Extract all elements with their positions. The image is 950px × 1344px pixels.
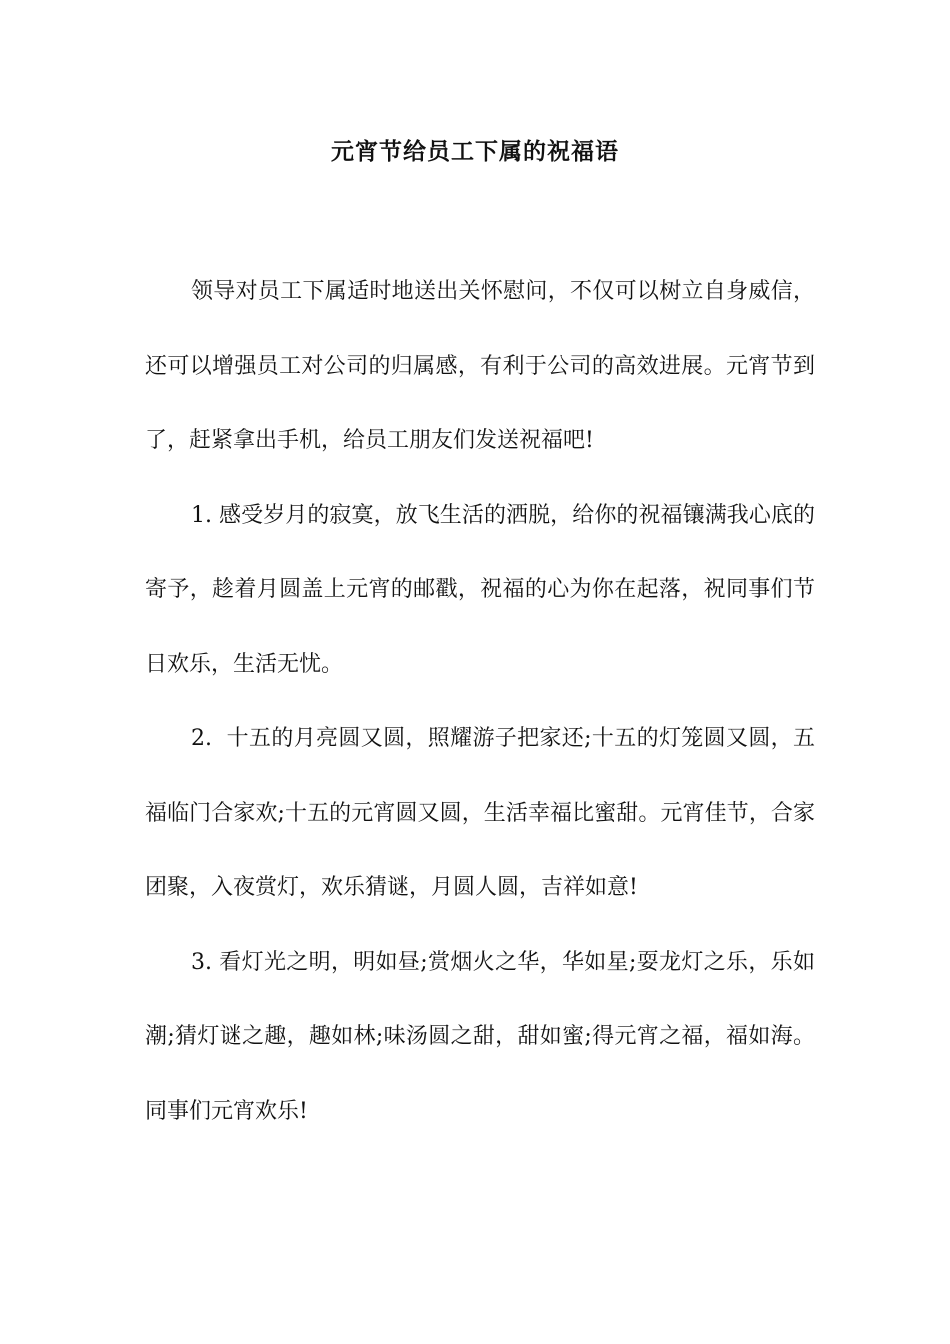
document-title: 元宵节给员工下属的祝福语 xyxy=(331,138,619,165)
intro-paragraph: 领导对员工下属适时地送出关怀慰问，不仅可以树立自身威信，还可以增强员工对公司的归属感，有利于公司的高效进展。元宵节到了，赶紧拿出手机，给员工朋友们发送祝福吧! xyxy=(145,279,815,453)
document-body xyxy=(145,255,815,1149)
greeting-paragraph-1: 1. 感受岁月的寂寞，放飞生活的洒脱，给你的祝福镶满我心底的寄予，趁着月圆盖上元宵的邮戳，祝福的心为你在起落，祝同事们节日欢乐，生活无忧。 xyxy=(145,502,815,677)
greeting-paragraph-3: 3. 看灯光之明，明如昼;赏烟火之华，华如星;耍龙灯之乐，乐如潮;猜灯谜之趣，趣如林;味汤圆之甜，甜如蜜;得元宵之福，福如海。同事们元宵欢乐! xyxy=(145,949,815,1124)
greeting-paragraph-2: 2. 十五的月亮圆又圆，照耀游子把家还;十五的灯笼圆又圆，五福临门合家欢;十五的元宵圆又圆，生活幸福比蜜甜。元宵佳节，合家团聚，入夜赏灯，欢乐猜谜，月圆人圆，吉祥如意! xyxy=(145,726,815,900)
